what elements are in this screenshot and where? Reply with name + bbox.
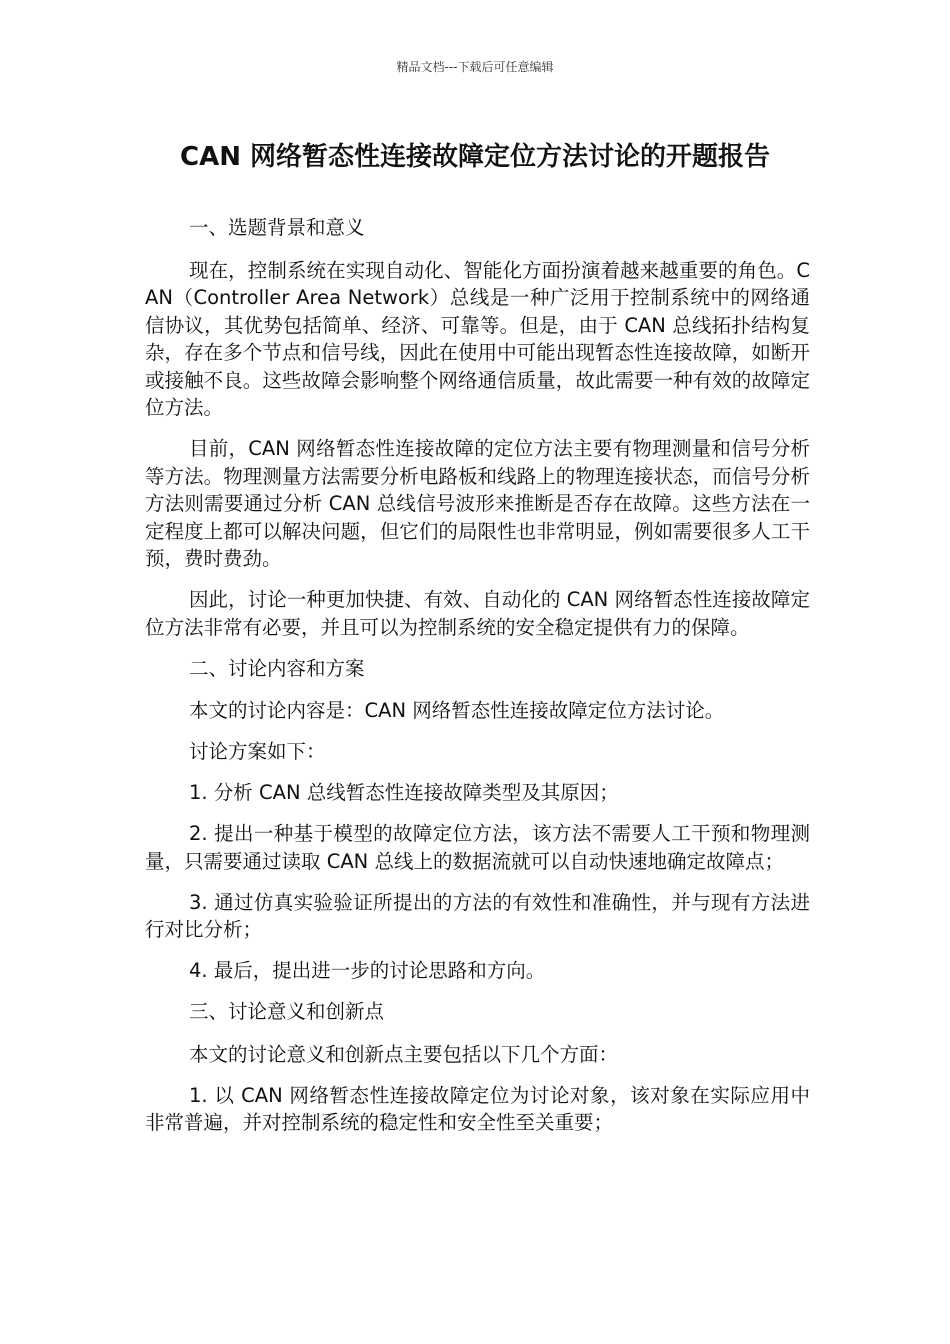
list-item-significance-1: 1. 以 CAN 网络暂态性连接故障定位为讨论对象，该对象在实际应用中非常普遍，并对控制系统的稳定性和安全性至关重要； — [145, 1083, 810, 1134]
paragraph-background-intro: 现在，控制系统在实现自动化、智能化方面扮演着越来越重要的角色。CAN（Controller Area Network）总线是一种广泛用于控制系统中的网络通信协议，其优势包括简单、经济、可靠等。但是，由于 CAN 总线拓扑结构复杂，存在多个节点和信号线，因此在使用中可能出现暂态性连接故障，如断开或接触不良。这些故障会影响整个网络通信质量，故此需要一种有效的故障定位方法。 — [145, 258, 810, 419]
section-heading-content: 二、讨论内容和方案 — [189, 656, 365, 680]
paragraph-plan-intro: 讨论方案如下： — [189, 740, 326, 763]
list-item-plan-4: 4. 最后，提出进一步的讨论思路和方向。 — [189, 959, 546, 982]
paragraph-current-methods: 目前，CAN 网络暂态性连接故障的定位方法主要有物理测量和信号分析等方法。物理测量方法需要分析电路板和线路上的物理连接状态，而信号分析方法则需要通过分析 CAN 总线信号波形来推断是否存在故障。这些方法在一定程度上都可以解决问题，但它们的局限性也非常明显，例如需要很多人工干预，费时费劲。 — [145, 437, 810, 570]
page-header-watermark: 精品文档---下载后可任意编辑 — [396, 60, 554, 74]
paragraph-necessity: 因此，讨论一种更加快捷、有效、自动化的 CAN 网络暂态性连接故障定位方法非常有必要，并且可以为控制系统的安全稳定提供有力的保障。 — [145, 588, 810, 639]
document-title: CAN 网络暂态性连接故障定位方法讨论的开题报告 — [179, 142, 770, 172]
section-heading-significance: 三、讨论意义和创新点 — [189, 1000, 385, 1023]
list-item-plan-3: 3. 通过仿真实验验证所提出的方法的有效性和准确性，并与现有方法进行对比分析； — [145, 890, 810, 941]
paragraph-significance-intro: 本文的讨论意义和创新点主要包括以下几个方面： — [189, 1042, 619, 1066]
list-item-plan-2: 2. 提出一种基于模型的故障定位方法，该方法不需要人工干预和物理测量，只需要通过读取 CAN 总线上的数据流就可以自动快速地确定故障点； — [145, 822, 810, 873]
paragraph-research-topic: 本文的讨论内容是：CAN 网络暂态性连接故障定位方法讨论。 — [189, 699, 725, 722]
document-body — [145, 214, 810, 1150]
section-heading-background: 一、选题背景和意义 — [189, 216, 365, 239]
list-item-plan-1: 1. 分析 CAN 总线暂态性连接故障类型及其原因； — [189, 781, 619, 804]
